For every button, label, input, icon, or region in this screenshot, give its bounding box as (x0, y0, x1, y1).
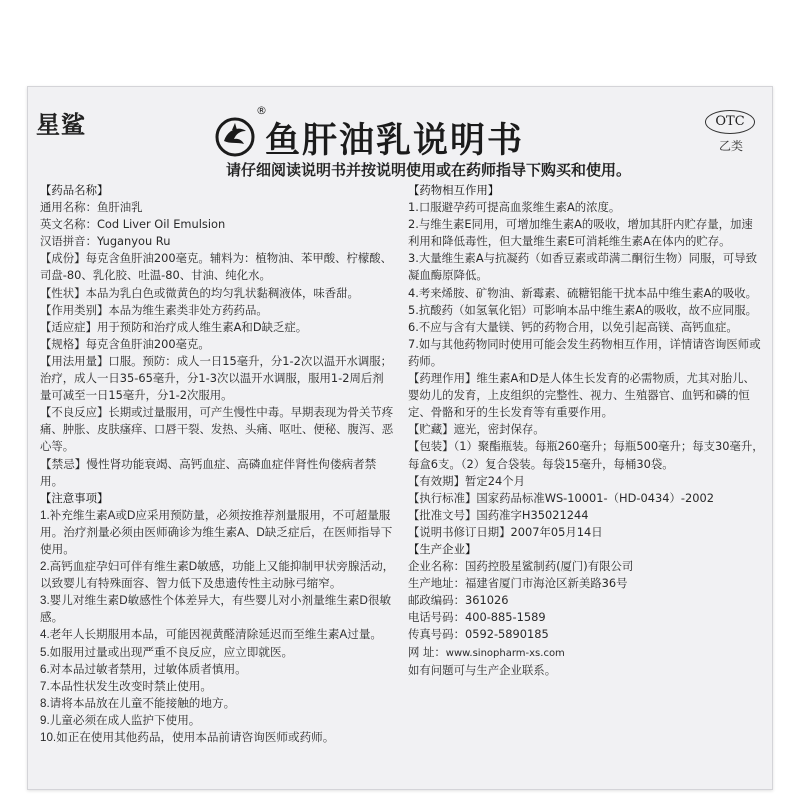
interaction-item: 4.考来烯胺、矿物油、新霉素、硫糖铝能干扰本品中维生素A的吸收。 (408, 285, 757, 300)
generic-name: 通用名称：鱼肝油乳 (40, 200, 143, 215)
pinyin-name: 汉语拼音：Yuganyou Ru (40, 234, 171, 249)
interaction-item: 5.抗酸药（如氢氧化铝）可影响本品中维生素A的吸收，故不应同服。 (408, 302, 757, 317)
precaution-item: 8.请将本品放在儿童不能接触的地方。 (40, 696, 236, 710)
storage-section: 【贮藏】遮光，密封保存。 (408, 422, 545, 437)
english-name: 英文名称：Cod Liver Oil Emulsion (40, 217, 226, 232)
website-label: 网 址： (408, 644, 446, 659)
revision-date-section: 【说明书修订日期】2007年05月14日 (408, 524, 603, 539)
specification-section: 【规格】每克含鱼肝油200毫克。 (40, 336, 210, 351)
precaution-item: 5.如服用过量或出现严重不良反应，应立即就医。 (40, 645, 294, 659)
composition-section: 【成份】每克含鱼肝油200毫克。辅料为：植物油、苯甲酸、柠檬酸、司盘-80、乳化胶、吐温-80、甘油、纯化水。 (40, 251, 393, 283)
category-section: 【作用类别】本品为维生素类非处方药药品。 (40, 302, 268, 317)
website-line (408, 644, 764, 662)
precaution-item: 3.婴儿对维生素D敏感性个体差异大，有些婴儿对小剂量维生素D很敏感。 (40, 594, 392, 625)
validity-section: 【有效期】暂定24个月 (408, 473, 526, 488)
pharmacology-section: 【药理作用】维生素A和D是人体生长发育的必需物质，尤其对胎儿、婴幼儿的发育，上皮组织的完整性、视力、生殖器官、血钙和磷的恒定、骨骼和牙的生长发育等有重要作用。 (408, 371, 755, 420)
production-address: 生产地址：福建省厦门市海沧区新美路36号 (408, 576, 628, 591)
properties-section: 【性状】本品为乳白色或微黄色的均匀乳状黏稠液体，味香甜。 (40, 285, 359, 300)
page-title: 鱼肝油乳说明书 (265, 121, 525, 161)
interactions-heading: 【药物相互作用】 (408, 183, 500, 197)
contact-note: 如有问题可与生产企业联系。 (408, 662, 557, 677)
precaution-item: 1.补充维生素A或D应采用预防量，必须按推荐剂量服用，不可超量服用。治疗剂量必须由医师确诊为维生素A、D缺乏症后，在医师指导下使用。 (40, 508, 393, 556)
precaution-item: 2.高钙血症孕妇可伴有维生素D敏感，功能上又能抑制甲状旁腺活动，以致婴儿有特殊面容、智力低下及患遗传性主动脉弓缩窄。 (40, 560, 395, 591)
dosage-section: 【用法用量】口服。预防：成人一日15毫升，分1-2次以温开水调服；治疗，成人一日35-65毫升，分1-3次以温开水调服，服用1-2周后剂量可减至一日15毫升，分1-2次服用。 (40, 353, 393, 403)
precaution-item: 9.儿童必须在成人监护下使用。 (40, 713, 201, 727)
left-column (40, 182, 395, 746)
otc-badge: OTC (705, 110, 755, 134)
standard-section: 【执行标准】国家药品标准WS-10001-（HD-0434）-2002 (408, 490, 714, 505)
shark-logo-icon (215, 117, 255, 157)
precautions-heading: 【注意事项】 (40, 490, 109, 505)
manufacturer-heading: 【生产企业】 (408, 541, 477, 556)
adverse-reactions-section: 【不良反应】长期或过量服用，可产生慢性中毒。早期表现为骨关节疼痛、肿胀、皮肤瘙痒、口唇干裂、发热、头痛、呕吐、便秘、腹泻、恶心等。 (40, 405, 394, 454)
company-name: 企业名称：国药控股星鲨制药(厦门)有限公司 (408, 559, 634, 574)
interaction-item: 1.口服避孕药可提高血浆维生素A的浓度。 (408, 200, 621, 215)
fax-number: 传真号码：0592-5890185 (408, 627, 549, 642)
precaution-item: 6.对本品过敏者禁用，过敏体质者慎用。 (40, 662, 247, 676)
packaging-section: 【包装】（1）聚酯瓶装。每瓶260毫升；每瓶500毫升；每支30毫升，每盒6支。（2）复合袋装。每袋15毫升，每桶30袋。 (408, 439, 764, 471)
interaction-item: 7.如与其他药物同时使用可能会发生药物相互作用，详情请咨询医师或药师。 (408, 336, 761, 368)
precaution-item: 4.老年人长期服用本品，可能因视黄醛清除延迟而至维生素A过量。 (40, 628, 383, 642)
approval-number-section: 【批准文号】国药准字H35021244 (408, 507, 589, 522)
indications-section: 【适应症】用于预防和治疗成人维生素A和D缺乏症。 (40, 319, 308, 334)
interaction-item: 2.与维生素E同用，可增加维生素A的吸收，增加其肝内贮存量，加速利用和降低毒性，但大量维生素E可消耗维生素A在体内的贮存。 (408, 217, 753, 249)
precaution-item: 10.如正在使用其他药品，使用本品前请咨询医师或药师。 (40, 731, 335, 744)
otc-category: 乙类 (719, 139, 744, 153)
right-column (408, 182, 764, 679)
precaution-item: 7.本品性状发生改变时禁止使用。 (40, 679, 212, 693)
interaction-item: 6.不应与含有大量镁、钙的药物合用，以免引起高镁、高钙血症。 (408, 319, 738, 334)
drug-name-heading: 【药品名称】 (40, 183, 109, 197)
postcode: 邮政编码：361026 (408, 593, 509, 608)
website-url: www.sinopharm-xs.com (445, 647, 565, 659)
instruction-subtitle: 请仔细阅读说明书并按说明使用或在药师指导下购买和使用。 (226, 161, 632, 179)
registered-mark: ® (256, 104, 267, 117)
contraindications-section: 【禁忌】慢性肾功能衰竭、高钙血症、高磷血症伴肾性佝偻病者禁用。 (40, 457, 377, 488)
brand-name: 星鲨 (36, 111, 86, 139)
phone-number: 电话号码：400-885-1589 (408, 610, 546, 625)
interaction-item: 3.大量维生素A与抗凝药（如香豆素或茚满二酮衍生物）同服，可导致凝血酶原降低。 (408, 251, 757, 283)
